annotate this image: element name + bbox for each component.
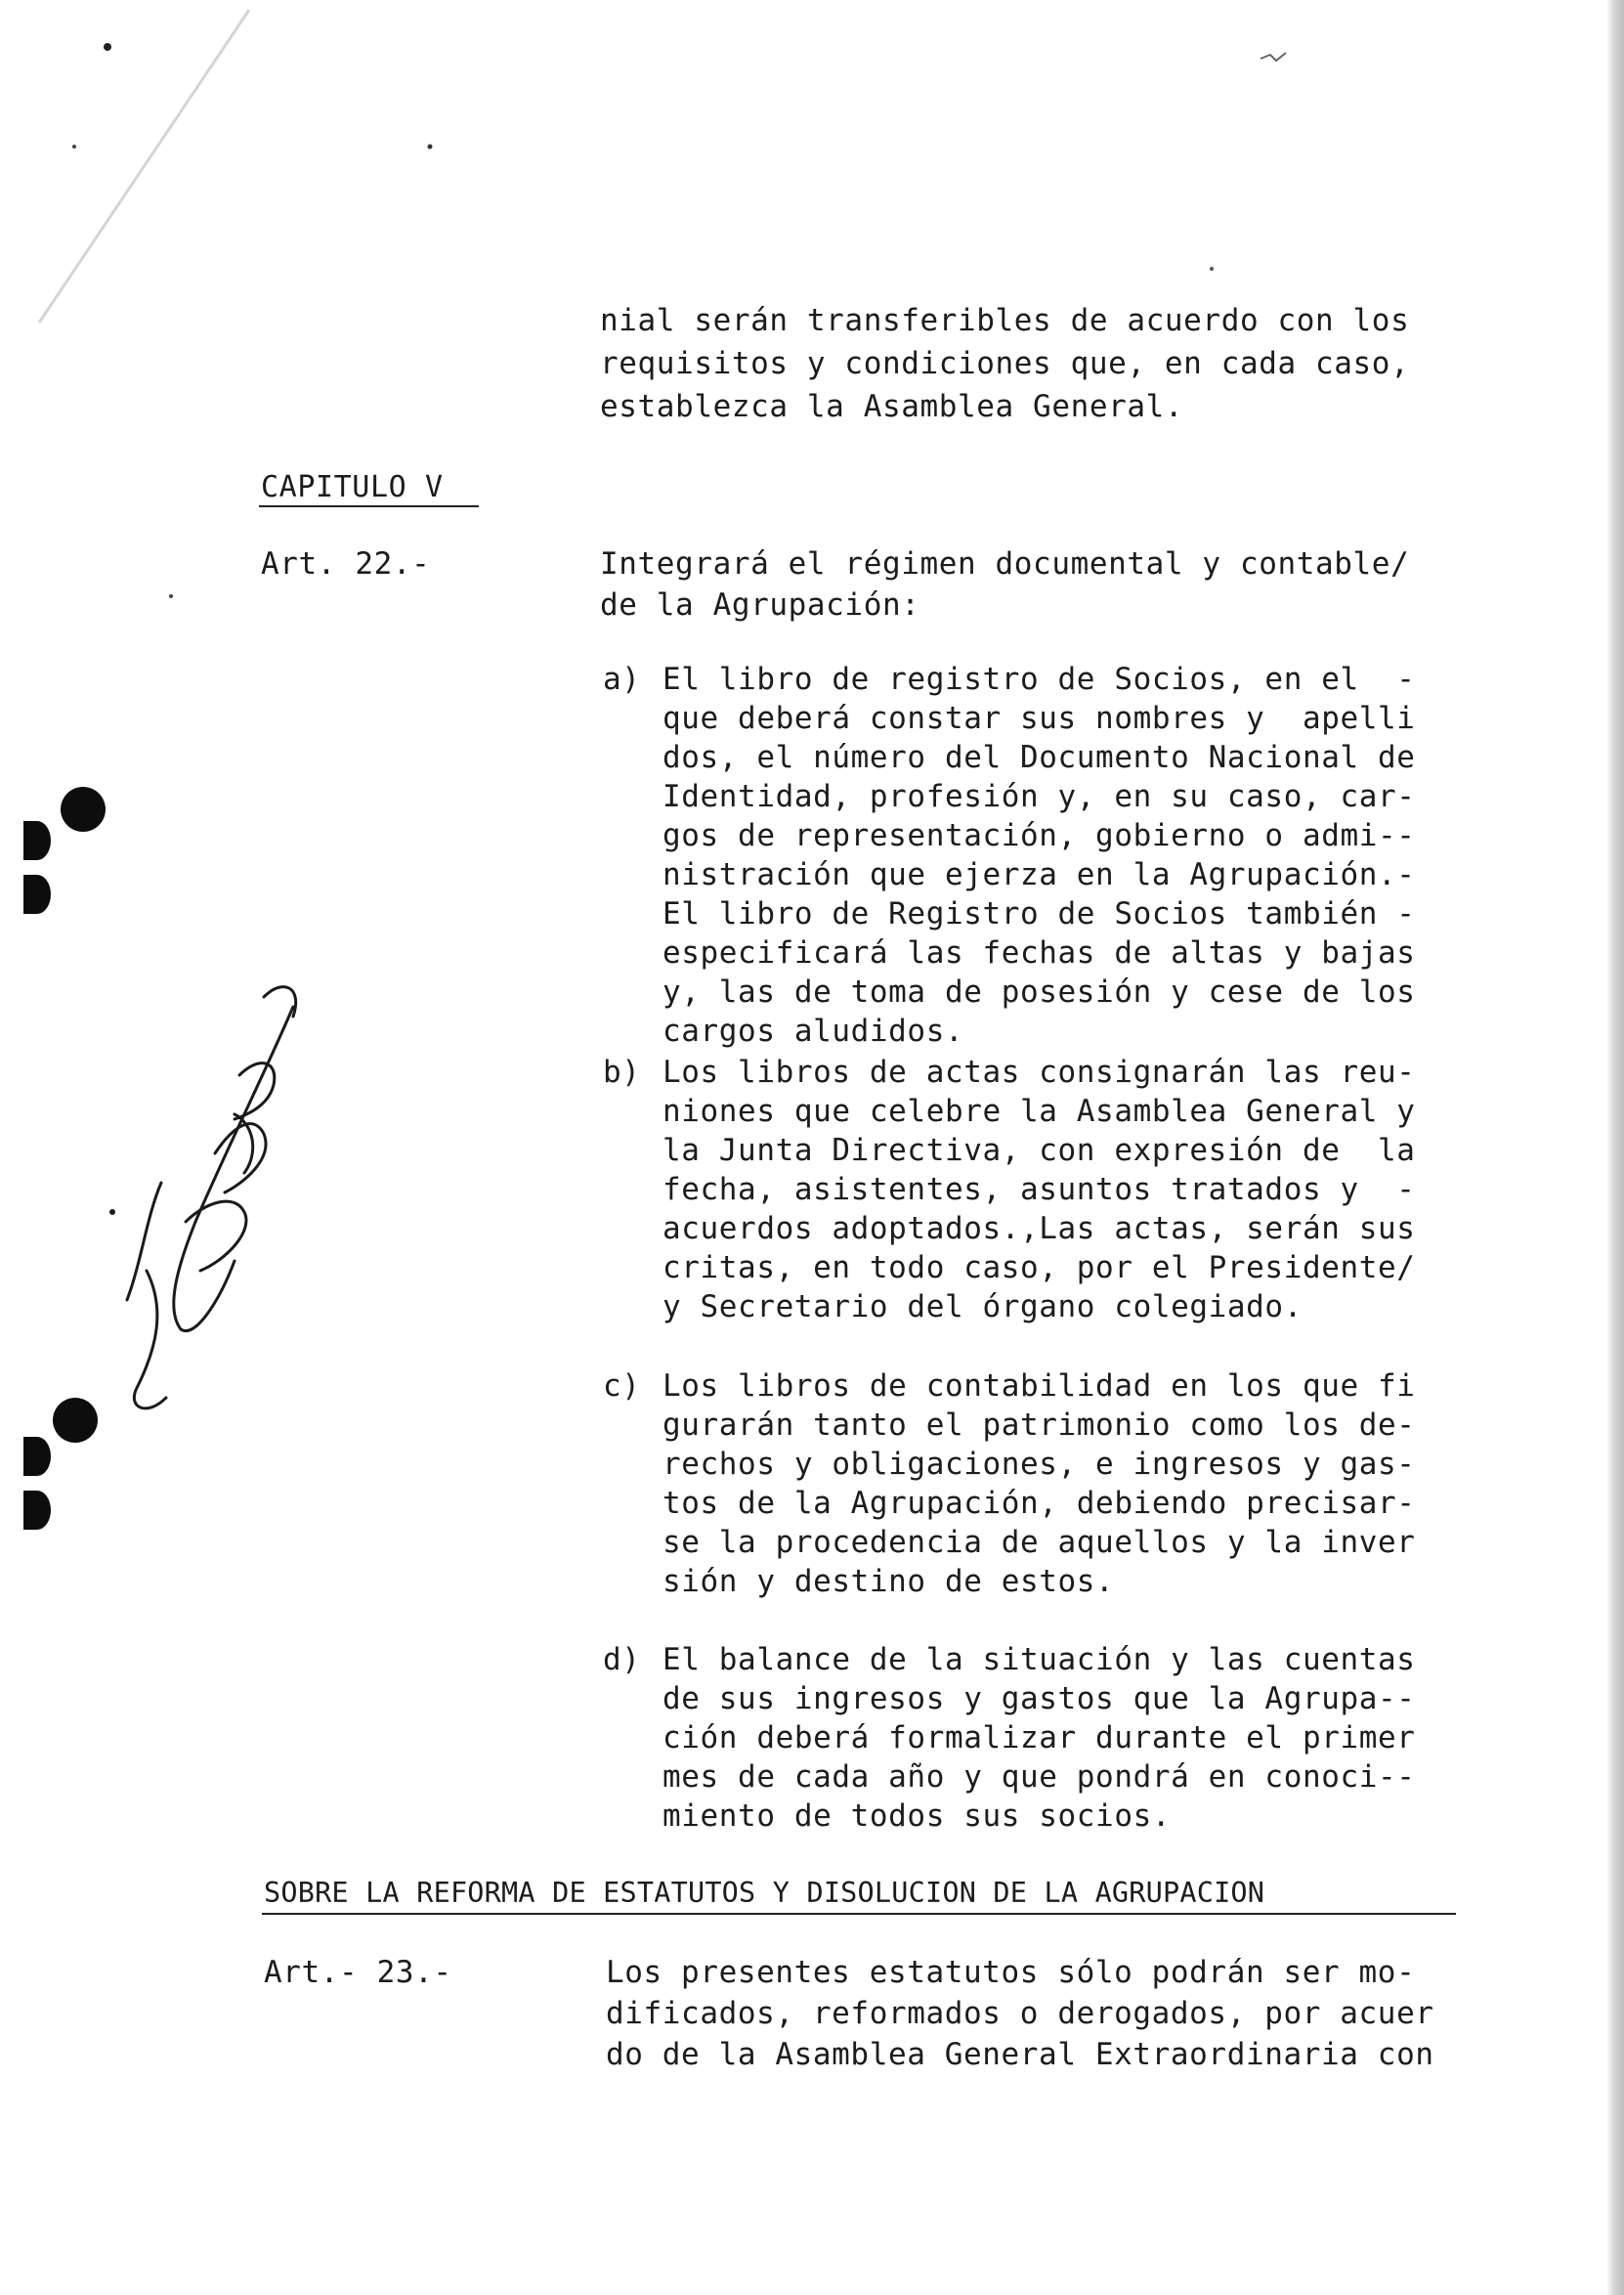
- article-22-intro-line: de la Agrupación:: [600, 587, 920, 623]
- section-heading: SOBRE LA REFORMA DE ESTATUTOS Y DISOLUCION DE LA AGRUPACION: [264, 1877, 1265, 1909]
- item-b-line: niones que celebre la Asamblea General y: [662, 1094, 1416, 1129]
- item-a-line: dos, el número del Documento Nacional de: [662, 740, 1416, 775]
- item-c-line: tos de la Agrupación, debiendo precisar-: [662, 1486, 1416, 1521]
- item-c-marker: c): [603, 1368, 641, 1404]
- item-d-line: de sus ingresos y gastos que la Agrupa--: [662, 1681, 1416, 1716]
- continuation-line: establezca la Asamblea General.: [600, 389, 1184, 424]
- section-heading-underline: [262, 1913, 1456, 1915]
- item-b-line: acuerdos adoptados.,Las actas, serán sus: [662, 1211, 1416, 1246]
- item-d-marker: d): [603, 1642, 641, 1677]
- item-a-line: Identidad, profesión y, en su caso, car-: [662, 779, 1416, 814]
- item-a-marker: a): [603, 662, 641, 697]
- item-a-line: que deberá constar sus nombres y apelli: [662, 701, 1416, 736]
- item-b-line: fecha, asistentes, asuntos tratados y -: [662, 1172, 1416, 1207]
- item-a-line: gos de representación, gobierno o admi--: [662, 818, 1416, 853]
- article-22-label: Art. 22.-: [261, 546, 431, 582]
- item-d-line: miento de todos sus socios.: [662, 1798, 1172, 1834]
- item-a-line: y, las de toma de posesión y cese de los: [662, 974, 1416, 1010]
- item-a-line: El libro de registro de Socios, en el -: [662, 662, 1416, 697]
- article-23-line: do de la Asamblea General Extraordinaria con: [606, 2037, 1434, 2072]
- item-b-line: Los libros de actas consignarán las reu-: [662, 1055, 1416, 1090]
- item-b-marker: b): [603, 1055, 641, 1090]
- article-22-intro-line: Integrará el régimen documental y contable/: [600, 546, 1410, 582]
- article-23-label: Art.- 23.-: [264, 1955, 452, 1990]
- item-b-line: la Junta Directiva, con expresión de la: [662, 1133, 1416, 1168]
- item-c-line: Los libros de contabilidad en los que fi: [662, 1368, 1416, 1404]
- item-d-line: mes de cada año y que pondrá en conoci--: [662, 1759, 1416, 1795]
- item-c-line: sión y destino de estos.: [662, 1564, 1115, 1599]
- continuation-line: requisitos y condiciones que, en cada caso,: [600, 346, 1410, 381]
- item-d-line: ción deberá formalizar durante el primer: [662, 1720, 1416, 1755]
- item-a-line: nistración que ejerza en la Agrupación.-: [662, 857, 1416, 892]
- article-23-line: Los presentes estatutos sólo podrán ser mo-: [606, 1955, 1416, 1990]
- item-c-line: se la procedencia de aquellos y la inver: [662, 1525, 1416, 1560]
- item-b-line: critas, en todo caso, por el Presidente/: [662, 1250, 1416, 1285]
- continuation-line: nial serán transferibles de acuerdo con los: [600, 303, 1410, 338]
- chapter-title-underline: [259, 505, 479, 507]
- item-a-line: especificará las fechas de altas y bajas: [662, 935, 1416, 971]
- item-a-line: El libro de Registro de Socios también -: [662, 896, 1416, 931]
- item-c-line: gurarán tanto el patrimonio como los de-: [662, 1407, 1416, 1443]
- item-a-line: cargos aludidos.: [662, 1014, 964, 1049]
- chapter-title: CAPITULO V: [261, 470, 444, 504]
- item-b-line: y Secretario del órgano colegiado.: [662, 1289, 1303, 1324]
- item-d-line: El balance de la situación y las cuentas: [662, 1642, 1416, 1677]
- item-c-line: rechos y obligaciones, e ingresos y gas-: [662, 1447, 1416, 1482]
- article-23-line: dificados, reformados o derogados, por acuer: [606, 1996, 1434, 2031]
